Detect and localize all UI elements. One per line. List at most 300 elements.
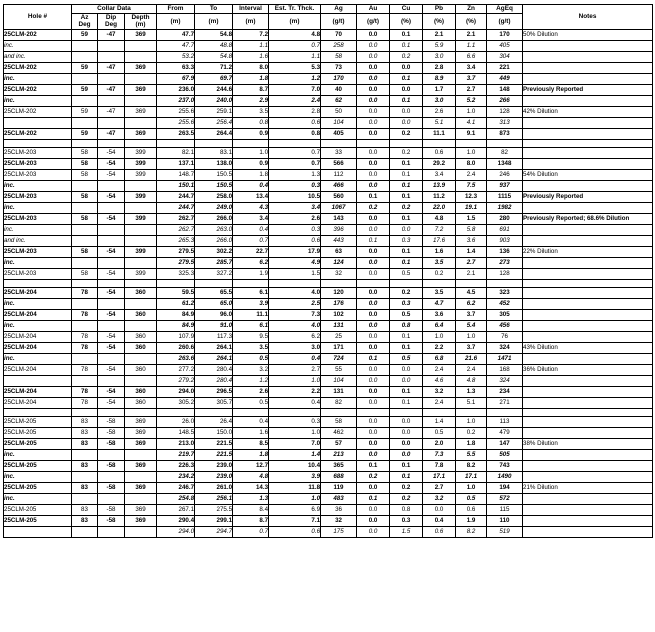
cell-thck: 0.6 xyxy=(269,117,321,128)
cell-from: 61.2 xyxy=(157,298,195,309)
cell-notes xyxy=(523,202,653,213)
cell-thck: 0.7 xyxy=(269,147,321,158)
cell-from: 262.7 xyxy=(157,224,195,235)
cell-depth xyxy=(125,298,157,309)
cell-ag: 36 xyxy=(321,504,357,515)
cell-thck: 7.0 xyxy=(269,84,321,95)
table-row xyxy=(4,29,653,40)
cell-hole: 25CLM-203 xyxy=(4,268,72,279)
cell-hole: inc. xyxy=(4,202,72,213)
table-row xyxy=(4,364,653,375)
cell-ag: 258 xyxy=(321,40,357,51)
cell-pb: 3.5 xyxy=(423,257,456,268)
cell-ag: 104 xyxy=(321,117,357,128)
cell-ag: 70 xyxy=(321,29,357,40)
cell-zn: 3.4 xyxy=(456,62,487,73)
cell-au: 0.0 xyxy=(357,416,390,427)
cell-zn: 7.5 xyxy=(456,180,487,191)
table-row xyxy=(4,504,653,515)
cell-depth xyxy=(125,117,157,128)
cell-notes: 36% Dilution xyxy=(523,364,653,375)
cell-au: 0.0 xyxy=(357,84,390,95)
cell-depth xyxy=(125,235,157,246)
cell-ageq: 452 xyxy=(487,298,523,309)
cell-ag: 58 xyxy=(321,51,357,62)
cell-cu: 0.0 xyxy=(390,427,423,438)
cell-to: 71.2 xyxy=(195,62,233,73)
table-row xyxy=(4,386,653,397)
table-row xyxy=(4,246,653,257)
cell-ageq: 1982 xyxy=(487,202,523,213)
cell-from: 260.6 xyxy=(157,342,195,353)
cell-az: 59 xyxy=(72,62,98,73)
cell-notes xyxy=(523,504,653,515)
cell-cu: 0.0 xyxy=(390,375,423,386)
table-row xyxy=(4,449,653,460)
cell-from: 148.7 xyxy=(157,169,195,180)
cell-ag: 462 xyxy=(321,427,357,438)
col-hole: Hole # xyxy=(4,5,72,30)
cell-interval: 0.8 xyxy=(233,117,269,128)
cell-cu: 0.3 xyxy=(390,235,423,246)
cell-ag: 55 xyxy=(321,364,357,375)
cell-notes: 50% Dilution xyxy=(523,29,653,40)
col-collar-group: Collar Data xyxy=(72,5,157,14)
cell-from: 255.6 xyxy=(157,106,195,117)
cell-ag: 213 xyxy=(321,449,357,460)
cell-depth: 399 xyxy=(125,158,157,169)
cell-thck: 2.6 xyxy=(269,213,321,224)
cell-ageq: 115 xyxy=(487,504,523,515)
cell-zn: 3.7 xyxy=(456,342,487,353)
cell-au: 0.0 xyxy=(357,342,390,353)
cell-cu: 0.0 xyxy=(390,117,423,128)
cell-ageq: 324 xyxy=(487,375,523,386)
cell-hole: 25CLM-204 xyxy=(4,331,72,342)
cell-az xyxy=(72,298,98,309)
cell-interval: 0.7 xyxy=(233,526,269,537)
cell-thck: 1.0 xyxy=(269,493,321,504)
cell-to: 96.0 xyxy=(195,309,233,320)
cell-ag: 1067 xyxy=(321,202,357,213)
cell-au: 0.0 xyxy=(357,224,390,235)
drill-results-table xyxy=(3,4,653,538)
cell-ageq: 221 xyxy=(487,62,523,73)
cell-interval: 8.7 xyxy=(233,515,269,526)
cell-ageq: 147 xyxy=(487,438,523,449)
cell-ageq: 1490 xyxy=(487,471,523,482)
cell-ag: 143 xyxy=(321,213,357,224)
cell-thck: 0.8 xyxy=(269,128,321,139)
cell-ageq: 572 xyxy=(487,493,523,504)
cell-interval: 6.2 xyxy=(233,257,269,268)
cell-thck: 0.4 xyxy=(269,353,321,364)
cell-pb: 5.9 xyxy=(423,40,456,51)
table-body xyxy=(4,29,653,537)
table-row xyxy=(4,213,653,224)
cell-ageq: 405 xyxy=(487,40,523,51)
cell-ag: 131 xyxy=(321,320,357,331)
cell-zn: 1.0 xyxy=(456,416,487,427)
cell-dip: -54 xyxy=(98,147,125,158)
col-zn: Zn xyxy=(456,5,487,14)
cell-au: 0.0 xyxy=(357,386,390,397)
cell-thck: 7.0 xyxy=(269,438,321,449)
cell-thck: 4.0 xyxy=(269,287,321,298)
cell-notes xyxy=(523,40,653,51)
cell-notes xyxy=(523,526,653,537)
cell-az xyxy=(72,95,98,106)
cell-hole: 25CLM-202 xyxy=(4,84,72,95)
cell-notes xyxy=(523,460,653,471)
cell-dip xyxy=(98,526,125,537)
cell-pb: 11.1 xyxy=(423,128,456,139)
cell-notes: 42% Dilution xyxy=(523,106,653,117)
cell-au: 0.2 xyxy=(357,202,390,213)
cell-interval: 3.9 xyxy=(233,298,269,309)
cell-ageq: 168 xyxy=(487,364,523,375)
cell-ag: 32 xyxy=(321,515,357,526)
cell-dip: -47 xyxy=(98,106,125,117)
cell-to: 259.1 xyxy=(195,106,233,117)
cell-au: 0.0 xyxy=(357,106,390,117)
cell-depth xyxy=(125,353,157,364)
cell-to: 280.4 xyxy=(195,375,233,386)
cell-notes xyxy=(523,320,653,331)
cell-interval: 0.4 xyxy=(233,180,269,191)
cell-ag: 104 xyxy=(321,375,357,386)
cell-zn: 1.1 xyxy=(456,40,487,51)
cell-au: 0.1 xyxy=(357,460,390,471)
cell-pb: 5.1 xyxy=(423,117,456,128)
cell-dip xyxy=(98,51,125,62)
cell-notes xyxy=(523,515,653,526)
cell-depth: 399 xyxy=(125,213,157,224)
cell-zn: 1.0 xyxy=(456,482,487,493)
cell-from: 47.7 xyxy=(157,29,195,40)
cell-zn: 19.1 xyxy=(456,202,487,213)
cell-cu: 0.1 xyxy=(390,397,423,408)
cell-hole: 25CLM-202 xyxy=(4,128,72,139)
cell-interval: 1.6 xyxy=(233,427,269,438)
cell-hole: inc. xyxy=(4,257,72,268)
cell-ageq: 110 xyxy=(487,515,523,526)
table-row xyxy=(4,309,653,320)
cell-dip: -54 xyxy=(98,268,125,279)
col-to-unit: (m) xyxy=(195,14,233,30)
cell-notes xyxy=(523,309,653,320)
table-row xyxy=(4,95,653,106)
cell-to: 305.7 xyxy=(195,397,233,408)
table-row xyxy=(4,117,653,128)
cell-to: 299.1 xyxy=(195,515,233,526)
cell-depth xyxy=(125,257,157,268)
cell-interval: 7.2 xyxy=(233,29,269,40)
cell-to: 296.5 xyxy=(195,386,233,397)
cell-au: 0.0 xyxy=(357,268,390,279)
cell-hole: inc. xyxy=(4,224,72,235)
cell-from: 279.5 xyxy=(157,257,195,268)
cell-ag: 32 xyxy=(321,268,357,279)
table-row xyxy=(4,106,653,117)
cell-az: 83 xyxy=(72,416,98,427)
cell-cu: 0.1 xyxy=(390,29,423,40)
cell-thck: 7.1 xyxy=(269,515,321,526)
cell-ag: 63 xyxy=(321,246,357,257)
cell-pb: 2.0 xyxy=(423,438,456,449)
cell-pb: 8.9 xyxy=(423,73,456,84)
cell-thck: 3.0 xyxy=(269,342,321,353)
cell-au: 0.0 xyxy=(357,213,390,224)
cell-notes xyxy=(523,224,653,235)
cell-ag: 40 xyxy=(321,84,357,95)
cell-dip: -54 xyxy=(98,169,125,180)
cell-dip: -54 xyxy=(98,386,125,397)
cell-cu: 1.5 xyxy=(390,526,423,537)
cell-pb: 6.4 xyxy=(423,320,456,331)
cell-interval: 3.5 xyxy=(233,106,269,117)
cell-ageq: 743 xyxy=(487,460,523,471)
cell-thck: 2.8 xyxy=(269,106,321,117)
cell-to: 240.0 xyxy=(195,95,233,106)
cell-hole: 25CLM-204 xyxy=(4,342,72,353)
cell-depth: 369 xyxy=(125,504,157,515)
cell-hole: 25CLM-204 xyxy=(4,397,72,408)
cell-ageq: 136 xyxy=(487,246,523,257)
cell-depth: 369 xyxy=(125,62,157,73)
cell-to: 302.2 xyxy=(195,246,233,257)
cell-from: 262.7 xyxy=(157,213,195,224)
col-notes: Notes xyxy=(523,5,653,30)
cell-thck: 10.4 xyxy=(269,460,321,471)
cell-zn: 5.5 xyxy=(456,449,487,460)
cell-depth: 360 xyxy=(125,397,157,408)
cell-thck: 2.5 xyxy=(269,298,321,309)
cell-cu: 0.1 xyxy=(390,95,423,106)
table-row xyxy=(4,298,653,309)
cell-cu: 0.2 xyxy=(390,128,423,139)
cell-hole: 25CLM-204 xyxy=(4,364,72,375)
cell-az xyxy=(72,257,98,268)
table-row xyxy=(4,460,653,471)
cell-az xyxy=(72,40,98,51)
cell-from: 237.0 xyxy=(157,95,195,106)
cell-dip: -47 xyxy=(98,29,125,40)
cell-ageq: 246 xyxy=(487,169,523,180)
cell-dip: -58 xyxy=(98,416,125,427)
cell-ag: 170 xyxy=(321,73,357,84)
cell-depth: 360 xyxy=(125,331,157,342)
cell-cu: 0.1 xyxy=(390,40,423,51)
cell-pb: 0.0 xyxy=(423,504,456,515)
cell-to: 280.4 xyxy=(195,364,233,375)
cell-cu: 0.1 xyxy=(390,471,423,482)
cell-from: 53.2 xyxy=(157,51,195,62)
cell-hole: 25CLM-202 xyxy=(4,62,72,73)
cell-interval: 6.1 xyxy=(233,287,269,298)
cell-pb: 17.1 xyxy=(423,471,456,482)
cell-au: 0.1 xyxy=(357,191,390,202)
cell-hole: and inc. xyxy=(4,235,72,246)
cell-depth: 369 xyxy=(125,29,157,40)
cell-interval: 1.2 xyxy=(233,375,269,386)
cell-thck: 0.6 xyxy=(269,526,321,537)
cell-hole xyxy=(4,375,72,386)
table-row xyxy=(4,438,653,449)
cell-from: 290.4 xyxy=(157,515,195,526)
cell-interval: 1.8 xyxy=(233,449,269,460)
cell-notes xyxy=(523,268,653,279)
cell-from: 277.2 xyxy=(157,364,195,375)
cell-notes: Previously Reported; 68.6% Dilution xyxy=(523,213,653,224)
cell-to: 256.4 xyxy=(195,117,233,128)
cell-thck: 2.7 xyxy=(269,364,321,375)
cell-zn: 8.0 xyxy=(456,158,487,169)
cell-to: 69.7 xyxy=(195,73,233,84)
section-spacer xyxy=(4,408,653,416)
cell-cu: 0.1 xyxy=(390,180,423,191)
cell-notes xyxy=(523,51,653,62)
cell-pb: 1.6 xyxy=(423,246,456,257)
table-row xyxy=(4,180,653,191)
cell-from: 82.1 xyxy=(157,147,195,158)
cell-ag: 131 xyxy=(321,386,357,397)
cell-zn: 2.7 xyxy=(456,84,487,95)
cell-depth xyxy=(125,40,157,51)
cell-thck: 1.5 xyxy=(269,268,321,279)
cell-ag: 58 xyxy=(321,416,357,427)
cell-ageq: 456 xyxy=(487,320,523,331)
cell-ageq: 76 xyxy=(487,331,523,342)
cell-hole: 25CLM-204 xyxy=(4,287,72,298)
cell-pb: 13.9 xyxy=(423,180,456,191)
table-row xyxy=(4,353,653,364)
cell-hole: inc. xyxy=(4,471,72,482)
cell-ag: 566 xyxy=(321,158,357,169)
cell-thck: 0.3 xyxy=(269,416,321,427)
cell-az: 58 xyxy=(72,191,98,202)
cell-zn: 8.2 xyxy=(456,460,487,471)
cell-interval: 1.9 xyxy=(233,268,269,279)
cell-interval: 8.0 xyxy=(233,62,269,73)
cell-pb: 1.4 xyxy=(423,416,456,427)
cell-interval: 13.4 xyxy=(233,191,269,202)
cell-cu: 0.5 xyxy=(390,309,423,320)
cell-depth xyxy=(125,95,157,106)
cell-cu: 0.2 xyxy=(390,493,423,504)
cell-thck: 3.9 xyxy=(269,471,321,482)
cell-interval: 4.8 xyxy=(233,471,269,482)
cell-pb: 4.6 xyxy=(423,375,456,386)
cell-au: 0.0 xyxy=(357,331,390,342)
cell-dip: -58 xyxy=(98,515,125,526)
cell-zn: 2.1 xyxy=(456,268,487,279)
cell-pb: 2.8 xyxy=(423,62,456,73)
cell-depth: 399 xyxy=(125,246,157,257)
cell-pb: 6.8 xyxy=(423,353,456,364)
table-row xyxy=(4,224,653,235)
cell-au: 0.1 xyxy=(357,353,390,364)
cell-from: 137.1 xyxy=(157,158,195,169)
cell-to: 138.0 xyxy=(195,158,233,169)
cell-au: 0.0 xyxy=(357,364,390,375)
cell-au: 0.0 xyxy=(357,375,390,386)
cell-cu: 0.0 xyxy=(390,438,423,449)
cell-hole: 25CLM-203 xyxy=(4,213,72,224)
cell-cu: 0.0 xyxy=(390,364,423,375)
cell-hole: 25CLM-202 xyxy=(4,106,72,117)
cell-pb: 17.6 xyxy=(423,235,456,246)
cell-dip: -54 xyxy=(98,287,125,298)
cell-ag: 405 xyxy=(321,128,357,139)
cell-az: 58 xyxy=(72,213,98,224)
cell-dip: -58 xyxy=(98,504,125,515)
cell-hole: inc. xyxy=(4,298,72,309)
cell-ageq: 323 xyxy=(487,287,523,298)
cell-dip xyxy=(98,471,125,482)
col-au-unit: (g/t) xyxy=(357,14,390,30)
cell-notes: 22% Dilution xyxy=(523,246,653,257)
cell-dip xyxy=(98,449,125,460)
cell-zn: 1.8 xyxy=(456,438,487,449)
cell-az: 78 xyxy=(72,364,98,375)
cell-notes xyxy=(523,375,653,386)
cell-hole: inc. xyxy=(4,40,72,51)
cell-interval: 1.8 xyxy=(233,73,269,84)
cell-au: 0.0 xyxy=(357,397,390,408)
cell-from: 47.7 xyxy=(157,40,195,51)
cell-ag: 724 xyxy=(321,353,357,364)
cell-dip: -54 xyxy=(98,364,125,375)
cell-az: 78 xyxy=(72,309,98,320)
cell-cu: 0.0 xyxy=(390,449,423,460)
cell-thck: 1.0 xyxy=(269,427,321,438)
cell-zn: 17.1 xyxy=(456,471,487,482)
cell-zn: 12.3 xyxy=(456,191,487,202)
cell-zn: 4.8 xyxy=(456,375,487,386)
cell-to: 239.0 xyxy=(195,460,233,471)
cell-pb: 0.6 xyxy=(423,147,456,158)
cell-to: 264.1 xyxy=(195,353,233,364)
cell-ag: 119 xyxy=(321,482,357,493)
cell-cu: 0.1 xyxy=(390,246,423,257)
cell-zn: 1.9 xyxy=(456,515,487,526)
cell-au: 0.0 xyxy=(357,246,390,257)
cell-interval: 14.3 xyxy=(233,482,269,493)
cell-ag: 33 xyxy=(321,147,357,158)
cell-from: 244.7 xyxy=(157,191,195,202)
cell-az: 78 xyxy=(72,386,98,397)
cell-ageq: 170 xyxy=(487,29,523,40)
cell-depth xyxy=(125,471,157,482)
cell-az: 78 xyxy=(72,331,98,342)
cell-az: 58 xyxy=(72,158,98,169)
cell-to: 294.7 xyxy=(195,526,233,537)
cell-to: 264.1 xyxy=(195,342,233,353)
cell-cu: 0.0 xyxy=(390,62,423,73)
cell-cu: 0.2 xyxy=(390,147,423,158)
cell-hole: inc. xyxy=(4,320,72,331)
cell-notes xyxy=(523,117,653,128)
table-row xyxy=(4,73,653,84)
table-row xyxy=(4,257,653,268)
table-row xyxy=(4,320,653,331)
cell-pb: 4.8 xyxy=(423,213,456,224)
cell-depth: 369 xyxy=(125,515,157,526)
cell-az xyxy=(72,202,98,213)
cell-depth: 369 xyxy=(125,460,157,471)
cell-dip xyxy=(98,235,125,246)
